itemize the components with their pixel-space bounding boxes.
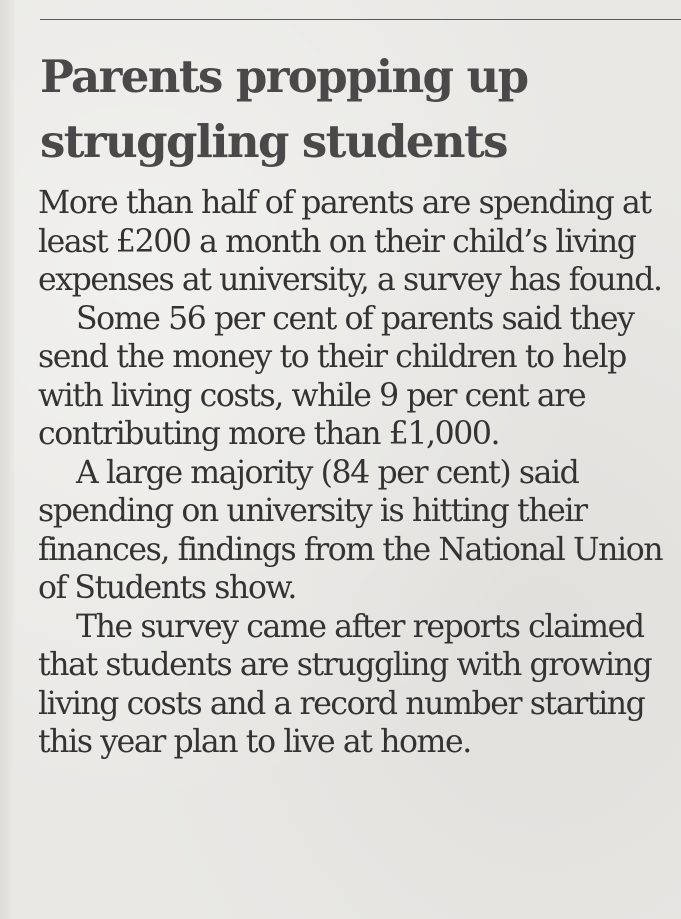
article-paragraph: Some 56 per cent of parents said they send the money to their children to help with living costs, while 9 per cent are contributing more than £1,000.	[38, 300, 634, 452]
article-body	[38, 184, 672, 762]
article-paragraph: More than half of parents are spending at least £200 a month on their child’s living expenses at university, a survey has found.	[38, 185, 662, 298]
page-edge	[0, 0, 14, 919]
article-paragraph: A large majority (84 per cent) said spending on university is hitting their finances, findings from the National Union of Students show.	[38, 454, 663, 606]
article-paragraph: The survey came after reports claimed that students are struggling with growing living costs and a record number starting this year plan to live at home.	[38, 608, 652, 760]
top-rule	[40, 19, 681, 20]
article-headline: Parents propping up struggling students	[40, 50, 528, 168]
